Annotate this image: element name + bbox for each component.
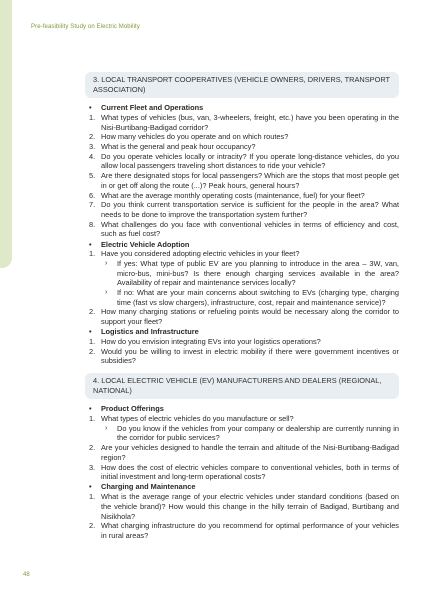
item-text: How many vehicles do you operate and on which routes? [101,132,289,142]
question-item [87,132,399,142]
item-number: 1. [89,414,96,424]
question-item [87,414,399,424]
section-3-title: 3. LOCAL TRANSPORT COOPERATIVES (VEHICLE OWNERS, DRIVERS, TRANSPORT ASSOCIATION) [85,72,399,98]
sub-question [87,259,399,288]
question-item [87,307,399,326]
question-item [87,171,399,190]
side-tab-decoration [0,0,12,268]
item-text: Are your vehicles designed to handle the terrain and altitude of the Nisi-Burtibang-Badigad region? [101,443,399,462]
item-text: What is the average range of your electric vehicles under standard conditions (based on the vehicle brand)? How would this change in the hilly terrain of Badigad, Burtibang and Nisikhola? [101,492,399,521]
chevron-right-icon: › [105,424,108,432]
subheading [87,327,399,337]
item-number: 2. [89,443,96,453]
item-number: 1. [89,492,96,502]
running-header: Pre-feasibility Study on Electric Mobility [31,24,140,30]
question-item [87,337,399,347]
question-item [87,443,399,462]
chevron-right-icon: › [105,289,108,297]
item-text: If no: What are your main concerns about switching to EVs (charging type, charging time (fast vs slow chargers), infrastructure, cost, repair and maintenance service)? [117,288,399,307]
page-content [87,72,399,541]
item-text: What types of vehicles (bus, van, 3-wheelers, freight, etc.) have you been operating in the Nisi-Burtibang-Badigad corridor? [101,112,399,132]
item-number: 5. [89,171,96,181]
item-text: Have you considered adopting electric vehicles in your fleet? [101,249,300,259]
question-item [87,249,399,259]
item-text: What are the average monthly operating costs (maintenance, fuel) for your fleet? [101,190,365,200]
question-item [87,152,399,171]
item-number: 2. [89,521,96,531]
item-number: 2. [89,132,96,142]
bullet-marker: • [89,404,92,414]
item-text: Do you operate vehicles locally or intracity? If you operate long-distance vehicles, do you allow local passengers traveling short distances to ride your vehicle? [101,151,399,171]
sub-question [87,424,399,443]
subheading [87,103,399,113]
question-item [87,220,399,239]
item-number: 2. [89,307,96,317]
item-text: Current Fleet and Operations [101,103,204,113]
item-text: What is the general and peak hour occupancy? [101,142,256,151]
subheading [87,404,399,414]
item-text: Are there designated stops for local passengers? Which are the stops that most people get in or get off along the route (...)? Peak hours, general hours? [101,171,399,190]
bullet-marker: • [89,327,92,337]
item-text: Do you think current transportation service is sufficient for the people in the area? What needs to be done to improve the transportation system further? [101,200,399,219]
item-number: 1. [89,112,96,122]
question-item [87,347,399,366]
question-item [87,492,399,521]
section-4-title: 4. LOCAL ELECTRIC VEHICLE (EV) MANUFACTURERS AND DEALERS (REGIONAL, NATIONAL) [85,373,399,399]
question-item [87,200,399,219]
item-text: Would you be willing to invest in electric mobility if there were government incentives or subsidies? [101,346,399,366]
sub-question [87,288,399,307]
bullet-marker: • [89,239,92,249]
item-text: Electric Vehicle Adoption [101,239,190,249]
item-number: 2. [89,346,96,356]
bullet-marker: • [89,103,92,113]
question-item [87,191,399,201]
item-text: Do you know if the vehicles from your company or dealership are currently running in the corridor for public services? [117,423,399,443]
subheading [87,240,399,250]
item-number: 1. [89,249,96,259]
question-item [87,521,399,540]
item-number: 1. [89,337,96,347]
item-text: Charging and Maintenance [101,482,196,492]
item-text: What types of electric vehicles do you manufacture or sell? [101,414,294,424]
item-number: 4. [89,151,96,161]
item-number: 3. [89,462,96,472]
section-4-questions [87,404,399,540]
question-item [87,113,399,132]
question-item [87,142,399,152]
item-number: 3. [89,142,96,151]
chevron-right-icon: › [105,259,108,267]
item-text: Logistics and Infrastructure [101,327,199,337]
question-item [87,463,399,482]
item-text: How do you envision integrating EVs into your logistics operations? [101,337,321,347]
subheading [87,482,399,492]
item-text: How many charging stations or refueling points would be necessary along the corridor to support your fleet? [101,307,399,327]
page-number: 48 [23,572,30,578]
item-number: 8. [89,219,96,229]
section-3-questions [87,103,399,366]
item-number: 7. [89,200,96,210]
item-text: What challenges do you face with conventional vehicles in terms of efficiency and cost, such as fuel cost? [101,219,399,239]
item-text: What charging infrastructure do you recommend for optimal performance of your vehicles in rural areas? [101,521,399,540]
item-text: If yes: What type of public EV are you planning to introduce in the area – 3W, van, micro-bus, mini-bus? Is there enough charging services available in the area? Availability of repair and maintenance services locally? [117,258,399,288]
item-text: How does the cost of electric vehicles compare to conventional vehicles, both in terms of initial investment and long-term operational costs? [101,462,399,482]
item-text: Product Offerings [101,404,164,414]
item-number: 6. [89,190,96,200]
bullet-marker: • [89,482,92,492]
